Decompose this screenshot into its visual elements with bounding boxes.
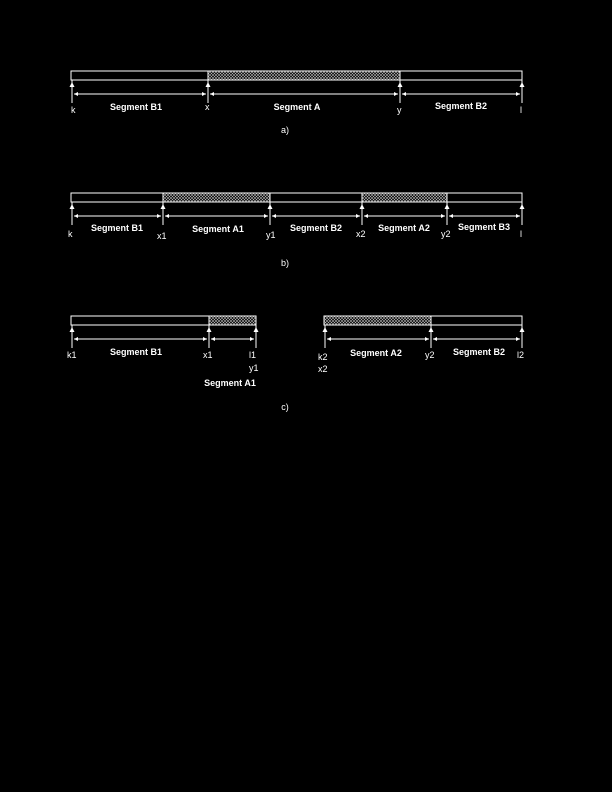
point-label-k2: k2 bbox=[318, 352, 328, 362]
segment-label-b1: Segment B1 bbox=[90, 223, 144, 233]
bar-c-right-segment-a2-hatch bbox=[324, 316, 431, 325]
segment-label-b2: Segment B2 bbox=[452, 347, 506, 357]
point-label-y1: y1 bbox=[266, 230, 276, 240]
diagram-c-right bbox=[318, 316, 525, 374]
segment-label-b1: Segment B1 bbox=[109, 347, 163, 357]
bar-b-full bbox=[71, 193, 522, 202]
point-label-l: l bbox=[520, 229, 522, 239]
segment-label-a1: Segment A1 bbox=[192, 224, 244, 234]
ticks-b bbox=[70, 202, 525, 225]
caption-c: c) bbox=[281, 402, 289, 412]
point-label-k1: k1 bbox=[67, 350, 77, 360]
point-label-x2: x2 bbox=[318, 364, 328, 374]
point-label-y2: y2 bbox=[441, 229, 451, 239]
dimensions-b bbox=[74, 214, 520, 218]
point-label-l1: l1 bbox=[249, 350, 257, 360]
segment-label-b2: Segment B2 bbox=[289, 223, 343, 233]
caption-b: b) bbox=[280, 258, 290, 268]
ticks-a bbox=[70, 80, 525, 103]
point-label-x1: x1 bbox=[203, 350, 213, 360]
point-label-k: k bbox=[68, 229, 73, 239]
diagram-b bbox=[68, 193, 525, 268]
diagram-c bbox=[67, 316, 525, 412]
segment-label-a2: Segment A2 bbox=[350, 348, 402, 358]
point-label-l: l bbox=[520, 105, 522, 115]
point-label-x: x bbox=[205, 102, 210, 112]
point-label-y: y bbox=[397, 105, 402, 115]
segment-label-a: Segment A bbox=[273, 102, 321, 112]
bar-c-left-segment-a1-hatch bbox=[209, 316, 256, 325]
point-label-k: k bbox=[71, 105, 76, 115]
bar-a-segment-a-hatch bbox=[208, 71, 400, 80]
point-label-y1: y1 bbox=[249, 363, 259, 373]
diagram-a bbox=[70, 71, 525, 135]
segment-label-b1: Segment B1 bbox=[109, 102, 163, 112]
dimensions-a bbox=[74, 92, 520, 96]
point-label-y2: y2 bbox=[425, 350, 435, 360]
segment-label-a1: Segment A1 bbox=[204, 378, 256, 388]
point-label-l2: l2 bbox=[517, 350, 525, 360]
bar-b-segment-a2-hatch bbox=[362, 193, 447, 202]
segment-label-a2: Segment A2 bbox=[378, 223, 430, 233]
point-label-x1: x1 bbox=[157, 231, 167, 241]
caption-a: a) bbox=[280, 125, 290, 135]
segment-label-b2: Segment B2 bbox=[434, 101, 488, 111]
point-label-x2: x2 bbox=[356, 229, 366, 239]
segment-label-b3: Segment B3 bbox=[457, 222, 511, 232]
diagram-c-left bbox=[67, 316, 259, 388]
bar-b-segment-a1-hatch bbox=[163, 193, 270, 202]
